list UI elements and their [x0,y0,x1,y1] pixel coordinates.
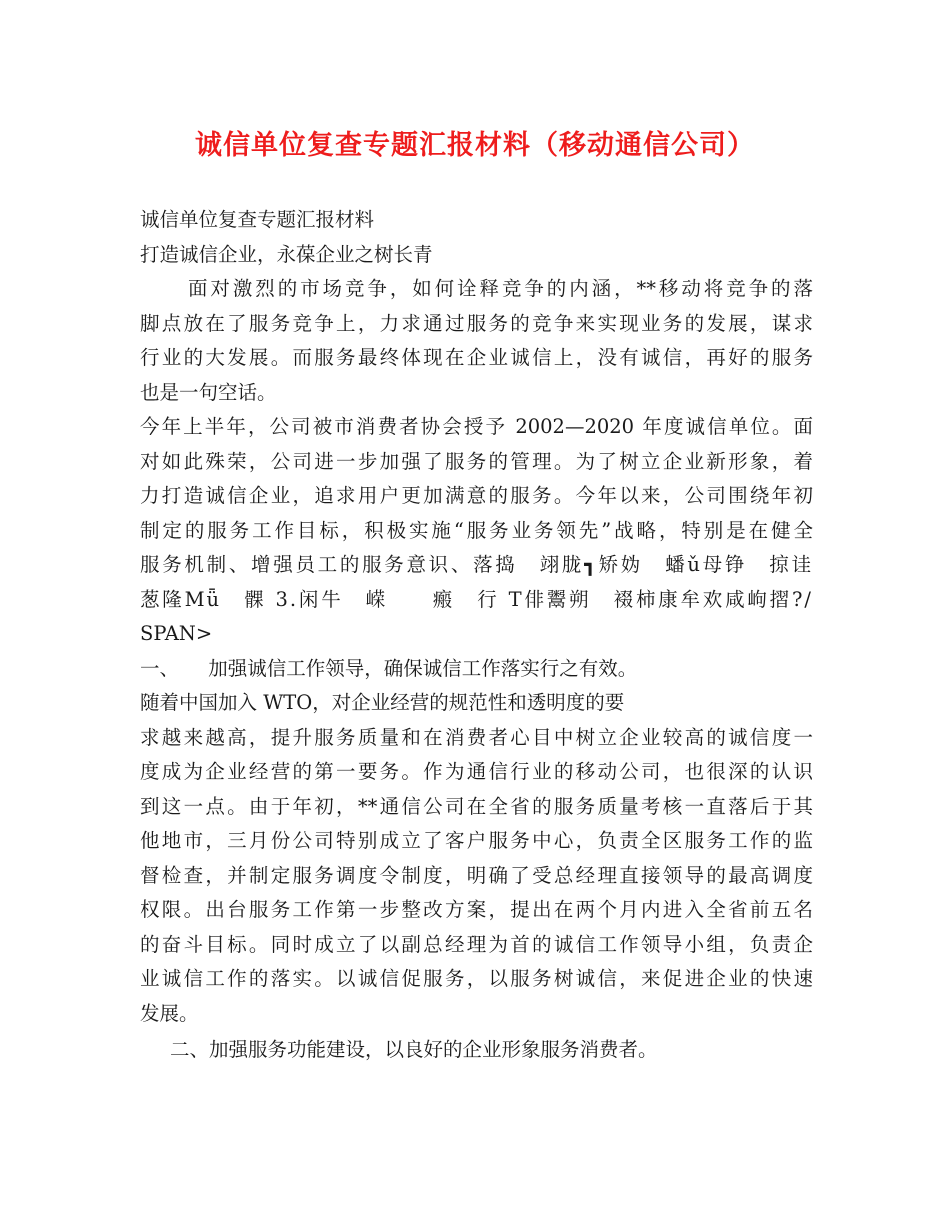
paragraph-line: 随着中国加入 WTO，对企业经营的规范性和透明度的要 [140,691,625,714]
paragraph-line: 业诚信工作的落实。以诚信促服务，以服务树诚信，来促进企业的快速 [140,967,813,990]
paragraph-line: 制定的服务工作目标，积极实施“服务业务领先”战略，特别是在健全 [140,518,813,542]
subtitle-line: 诚信单位复查专题汇报材料 [140,208,375,231]
paragraph-line: 力打造诚信企业，追求用户更加满意的服务。今年以来，公司围绕年初 [140,484,813,507]
garbled-text-line: SPAN> [140,622,213,645]
slogan-line: 打造诚信企业，永葆企业之树长青 [140,242,433,266]
paragraph-line: 行业的大发展。而服务最终体现在企业诚信上，没有诚信，再好的服务 [140,346,813,369]
paragraph-line: 到这一点。由于年初，**通信公司在全省的服务质量考核一直落后于其 [140,794,813,818]
paragraph-line: 脚点放在了服务竞争上，力求通过服务的竞争来实现业务的发展，谋求 [140,311,813,335]
garbled-text-line: 服务机制、增强员工的服务意识、落捣 翊胧┓矫妫 蟠ǔ母铮 掠诖 [140,553,813,576]
paragraph-line: 督检查，并制定服务调度令制度，明确了受总经理直接领导的最高调度 [140,863,813,887]
paragraph-line: 度成为企业经营的第一要务。作为通信行业的移动公司，也很深的认识 [140,760,813,783]
paragraph-line: 对如此殊荣，公司进一步加强了服务的管理。为了树立企业新形象，着 [140,449,813,473]
section-heading-2: 二、加强服务功能建设，以良好的企业形象服务消费者。 [170,1038,658,1061]
paragraph-line: 发展。 [140,1001,199,1025]
paragraph-line: 今年上半年，公司被市消费者协会授予 2002—2020 年度诚信单位。面 [140,415,813,438]
paragraph-line: 求越来越高，提升服务质量和在消费者心目中树立企业较高的诚信度一 [140,725,813,749]
paragraph-line: 权限。出台服务工作第一步整改方案，提出在两个月内进入全省前五名 [140,898,813,921]
section-heading-1: 一、 加强诚信工作领导，确保诚信工作落实行之有效。 [140,656,638,680]
paragraph-line: 也是一句空话。 [140,380,277,404]
garbled-text-line: 葱隆Mǖ 髁 3.闲牛 嵘 瘢 行 T俳鬻朔 裰柿康牟欢咸岣摺?/ [140,587,813,611]
paragraph-line: 他地市，三月份公司特别成立了客户服务中心，负责全区服务工作的监 [140,829,813,852]
document-title: 诚信单位复查专题汇报材料（移动通信公司） [195,130,755,161]
paragraph-line: 面对激烈的市场竞争，如何诠释竞争的内涵，**移动将竞争的落 [188,277,813,300]
paragraph-line: 的奋斗目标。同时成立了以副总经理为首的诚信工作领导小组，负责企 [140,932,813,956]
document-body [140,203,813,1068]
